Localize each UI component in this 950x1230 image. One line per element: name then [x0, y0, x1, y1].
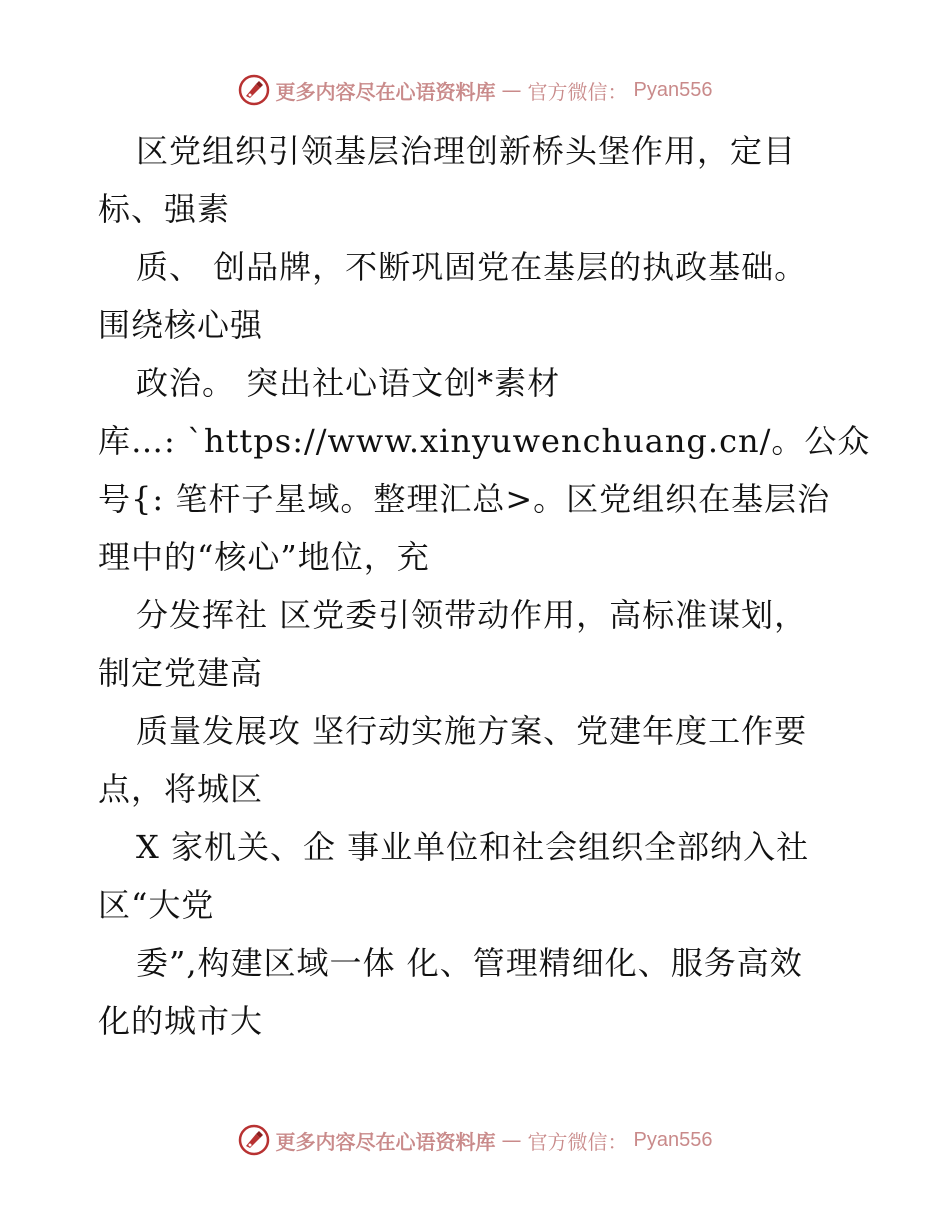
footer-watermark: [0, 1122, 950, 1158]
body-line: 制定党建高: [98, 654, 264, 692]
body-line: 区“大党: [98, 886, 215, 924]
body-line: 号{: 笔杆子星域。整理汇总>。区党组织在基层治: [98, 480, 831, 518]
body-line: 化的城市大: [98, 1002, 264, 1040]
watermark-label: 官方微信：: [527, 1129, 628, 1154]
watermark-id: Pyan556: [633, 1128, 713, 1151]
document-body: [98, 122, 878, 1050]
body-line: 政治。 突出社心语文创*素材: [136, 364, 561, 402]
body-line: 点，将城区: [98, 770, 264, 808]
body-line: 分发挥社 区党委引领带动作用，高标准谋划，: [136, 596, 808, 634]
body-line: 区党组织引领基层治理创新桥头堡作用，定目: [136, 132, 797, 170]
body-line: 围绕核心强: [98, 306, 264, 344]
body-line: X 家机关、企 事业单位和社会组织全部纳入社: [136, 828, 810, 866]
body-line: 质量发展攻 坚行动实施方案、党建年度工作要: [136, 712, 808, 750]
body-line: 质、 创品牌，不断巩固党在基层的执政基础。: [136, 248, 808, 286]
body-line: 理中的“核心”地位，充: [98, 538, 430, 576]
watermark-id: Pyan556: [633, 78, 713, 101]
watermark-brand: 更多内容尽在心语资料库: [275, 1129, 496, 1154]
header-watermark: [0, 72, 950, 108]
pen-nib-logo-icon: [238, 1124, 270, 1156]
body-line: 委”,构建区域一体 化、管理精细化、服务高效: [136, 944, 803, 982]
watermark-label: 官方微信：: [527, 79, 628, 104]
pen-nib-logo-icon: [238, 74, 270, 106]
body-line: 库…: `https://www.xinyuwenchuang.cn/。公众: [98, 422, 871, 460]
watermark-brand: 更多内容尽在心语资料库: [275, 79, 496, 104]
body-line: 标、强素: [98, 190, 231, 228]
watermark-dash: —: [501, 78, 522, 102]
watermark-dash: —: [501, 1128, 522, 1152]
